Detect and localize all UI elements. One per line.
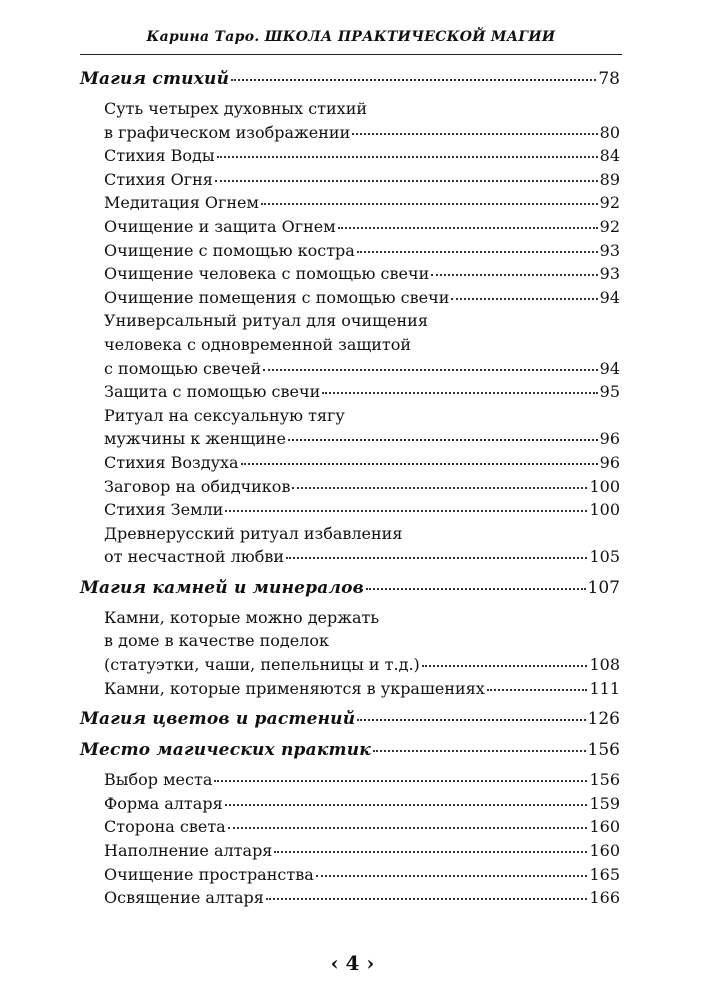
toc-entry-row[interactable] <box>80 815 620 839</box>
dot-leader <box>352 133 597 135</box>
dot-leader <box>231 79 596 81</box>
toc-entry-title: от несчастной любви <box>104 547 285 567</box>
toc-entry-page: 156 <box>589 770 620 790</box>
page-number: ‹ 4 › <box>330 951 375 975</box>
toc-entry-row[interactable] <box>80 427 620 451</box>
dot-leader <box>487 689 588 691</box>
toc-section-title: Магия стихий <box>80 69 230 89</box>
toc-entry-title: Очищение пространства <box>104 864 314 884</box>
toc-entry-row[interactable] <box>80 498 620 522</box>
toc-entry-row[interactable] <box>80 144 620 168</box>
dot-leader <box>286 557 587 559</box>
toc-entry-title: Наполнение алтаря <box>104 841 273 861</box>
toc-entry-line: Суть четырех духовных стихий <box>104 99 368 118</box>
toc-entry-page: 165 <box>589 864 620 884</box>
dot-leader <box>261 203 598 205</box>
toc-entry-page: 94 <box>599 358 620 378</box>
dot-leader <box>338 227 598 229</box>
toc-entry-page: 111 <box>589 678 620 698</box>
dot-leader <box>357 719 585 721</box>
toc-entry-row[interactable] <box>80 677 620 701</box>
toc-entry-page: 159 <box>589 793 620 813</box>
toc-section-title: Магия цветов и растений <box>80 709 356 730</box>
toc-entry-page: 93 <box>599 240 620 260</box>
toc-entry-title: Стихия Огня <box>104 169 213 189</box>
toc-entry-line: Ритуал на сексуальную тягу <box>104 405 345 425</box>
dot-leader <box>288 439 598 441</box>
toc-entry-row[interactable] <box>80 286 620 310</box>
toc-entry-title: в графическом изображении <box>104 122 351 142</box>
toc-entry-title: с помощью свечей <box>104 358 262 378</box>
toc-entry-page: 94 <box>599 287 620 307</box>
toc-section-page: 156 <box>587 740 620 761</box>
dot-leader <box>225 510 587 512</box>
toc-entry-row[interactable] <box>80 792 620 816</box>
toc-section-page: 107 <box>587 577 620 598</box>
toc-entry-row[interactable] <box>80 475 620 499</box>
toc-entry-line: Камни, которые можно держать <box>104 607 380 627</box>
toc-entry-title: Выбор места <box>104 770 213 790</box>
toc-section-row[interactable] <box>80 739 620 762</box>
toc-entry-page: 89 <box>599 169 620 189</box>
toc-entry-line: Древнерусский ритуал избавления <box>104 523 403 543</box>
dot-leader <box>292 487 587 489</box>
toc-entry-page: 80 <box>599 122 620 142</box>
running-title: Карина Таро. ШКОЛА ПРАКТИЧЕСКОЙ МАГИИ <box>146 29 556 45</box>
toc-entry-title: Стихия Воды <box>104 146 215 166</box>
toc-entry-line: человека с одновременной защитой <box>104 334 412 354</box>
dot-leader <box>422 665 588 667</box>
toc-entry-row[interactable] <box>80 768 620 792</box>
dot-leader <box>431 274 597 276</box>
dot-leader <box>322 392 597 394</box>
toc-entry-page: 100 <box>589 476 620 496</box>
toc-entry-title: (статуэтки, чаши, пепельницы и т.д.) <box>104 655 420 675</box>
toc-entry-row[interactable] <box>80 215 620 239</box>
toc-section-row[interactable] <box>80 68 620 91</box>
toc-entry-page: 108 <box>589 655 620 675</box>
toc-section-row[interactable] <box>80 708 620 731</box>
toc-entry-line: Универсальный ритуал для очищения <box>104 311 428 331</box>
toc-entry-title: Медитация Огнем <box>104 193 259 213</box>
toc-entry-line: в доме в качестве поделок <box>104 631 330 651</box>
toc-entry-title: Сторона света <box>104 817 226 837</box>
toc-entry-row[interactable] <box>80 545 620 569</box>
toc-entry-title: Освящение алтаря <box>104 888 264 908</box>
toc-entry-page: 160 <box>589 817 620 837</box>
toc-entry-title: Заговор на обидчиков <box>104 476 291 496</box>
dot-leader <box>274 851 587 853</box>
toc-entry-title: Форма алтаря <box>104 793 223 813</box>
toc-entry-row[interactable] <box>80 839 620 863</box>
toc-section-row[interactable] <box>80 577 620 600</box>
toc-entry-title: Стихия Воздуха <box>104 452 239 472</box>
toc-entry-row[interactable] <box>80 357 620 381</box>
toc-entry-page: 96 <box>599 452 620 472</box>
toc-entry-title: Защита с помощью свечи <box>104 382 321 402</box>
toc-entry-title: Очищение с помощью костра <box>104 240 355 260</box>
toc-entry-page: 95 <box>599 382 620 402</box>
toc-entry-title: Стихия Земли <box>104 500 224 520</box>
dot-leader <box>316 875 588 877</box>
toc-entry-row[interactable] <box>80 380 620 404</box>
toc-entry-page: 84 <box>599 146 620 166</box>
toc-entry-row[interactable] <box>80 262 620 286</box>
toc-section-page: 126 <box>587 709 620 730</box>
dot-leader <box>357 251 598 253</box>
toc-entry-page: 160 <box>589 841 620 861</box>
toc-entry-page: 96 <box>599 429 620 449</box>
toc-entry-page: 100 <box>589 500 620 520</box>
dot-leader <box>373 750 586 752</box>
toc-entry-title: Камни, которые применяются в украшениях <box>104 678 485 698</box>
toc-entry-title: мужчины к женщине <box>104 429 286 449</box>
toc-entry-page: 92 <box>599 216 620 236</box>
dot-leader <box>214 780 587 782</box>
dot-leader <box>241 463 598 465</box>
toc-section-title: Место магических практик <box>80 740 371 761</box>
dot-leader <box>228 827 588 829</box>
toc-entry-row[interactable] <box>80 886 620 910</box>
dot-leader <box>215 180 598 182</box>
toc-section-title: Магия камней и минералов <box>80 577 365 598</box>
toc-entry-title: Очищение и защита Огнем <box>104 216 336 236</box>
dot-leader <box>263 369 597 371</box>
dot-leader <box>225 804 588 806</box>
toc-entry-row[interactable] <box>80 863 620 887</box>
toc-entry-row[interactable] <box>80 121 620 145</box>
toc-entry-title: Очищение помещения с помощью свечи <box>104 287 450 307</box>
toc-entry-row[interactable] <box>80 239 620 263</box>
dot-leader <box>366 588 586 590</box>
toc-entry-row[interactable] <box>80 653 620 677</box>
toc-entry-page: 105 <box>589 547 620 567</box>
table-of-contents <box>80 68 620 910</box>
toc-entry-page: 93 <box>599 264 620 284</box>
dot-leader <box>217 156 598 158</box>
toc-entry-page: 92 <box>599 193 620 213</box>
toc-entry-title: Очищение человека с помощью свечи <box>104 264 430 284</box>
toc-section-page: 78 <box>598 69 620 89</box>
toc-entry-row[interactable] <box>80 168 620 192</box>
toc-entry-page: 166 <box>589 888 620 908</box>
header-rule <box>80 54 622 55</box>
toc-entry-row[interactable] <box>80 191 620 215</box>
toc-entry-row[interactable] <box>80 451 620 475</box>
dot-leader <box>266 898 588 900</box>
dot-leader <box>451 298 597 300</box>
